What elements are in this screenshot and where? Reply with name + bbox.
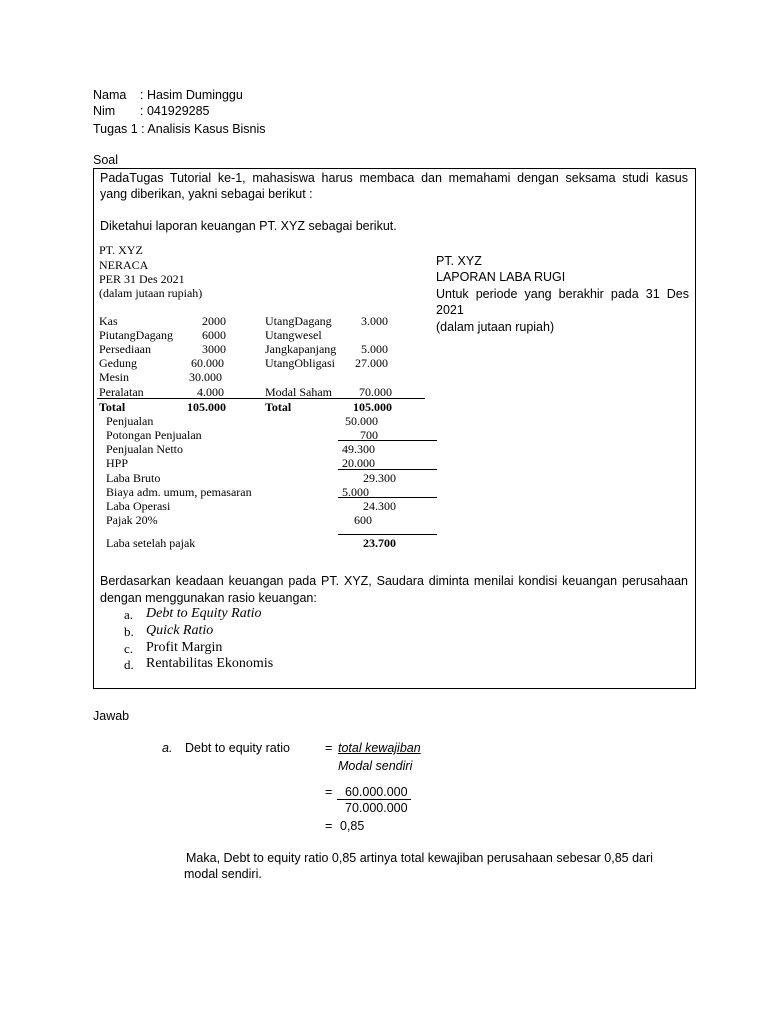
lr-company: PT. XYZ — [436, 254, 482, 268]
asset-value: 30.000 — [189, 370, 222, 384]
liability-name: UtangObligasi — [265, 356, 335, 370]
equals-sign: = — [325, 741, 333, 755]
lr-period-line-1: Untuk periode yang berakhir pada 31 Des — [436, 287, 689, 301]
answer-marker: a. — [162, 741, 173, 755]
lr-row-name: Laba Bruto — [106, 471, 161, 485]
item-marker: a. — [124, 607, 134, 622]
asset-value: 6000 — [202, 328, 226, 342]
question-line-1: Berdasarkan keadaan keuangan pada PT. XYZ, Saudara diminta menilai kondisi keuangan perusahaan — [100, 574, 688, 588]
item-rentabilitas: Rentabilitas Ekonomis — [146, 656, 274, 671]
lr-row-value: 49.300 — [342, 442, 375, 456]
result-value: 0,85 — [340, 819, 365, 833]
lr-row-value: 5.000 — [342, 485, 369, 499]
neraca-period: PER 31 Des 2021 — [99, 272, 185, 286]
lr-row-name: HPP — [106, 456, 129, 470]
lr-unit: (dalam jutaan rupiah) — [436, 320, 555, 334]
lr-row-value: 50.000 — [345, 414, 378, 428]
neraca-unit: (dalam jutaan rupiah) — [99, 286, 203, 300]
lr-divider — [338, 534, 437, 535]
intro-line-2: yang diberikan, yakni sebagai berikut : — [100, 187, 313, 201]
asset-value: 4.000 — [197, 385, 224, 399]
neraca-total-label-left: Total — [99, 400, 126, 414]
lr-row-name: Biaya adm. umum, pemasaran — [106, 485, 252, 499]
asset-value: 2000 — [202, 314, 226, 328]
lr-row-value: 23.700 — [363, 536, 396, 550]
conclusion-line-2: modal sendiri. — [184, 867, 262, 881]
asset-name: Peralatan — [99, 385, 144, 399]
equals-sign: = — [325, 785, 333, 799]
answer-title: Debt to equity ratio — [185, 741, 290, 755]
equals-sign: = — [325, 819, 333, 833]
item-marker: b. — [124, 624, 134, 639]
neraca-total-divider — [97, 398, 425, 399]
neraca-title: NERACA — [99, 258, 149, 272]
lr-row-name: Penjualan Netto — [106, 442, 183, 456]
neraca-total-label-right: Total — [265, 400, 292, 414]
asset-name: PiutangDagang — [99, 328, 173, 342]
name-label: Nama — [93, 88, 127, 102]
neraca-total-value-right: 105.000 — [353, 400, 392, 414]
item-debt-to-equity: Debt to Equity Ratio — [146, 606, 262, 621]
lr-row-name: Potongan Penjualan — [106, 428, 202, 442]
neraca-total-value-left: 105.000 — [187, 400, 226, 414]
asset-value: 3000 — [202, 342, 226, 356]
liability-name: Modal Saham — [265, 385, 332, 399]
jawab-label: Jawab — [93, 709, 130, 723]
lr-period-line-2: 2021 — [436, 303, 464, 317]
nim-label: Nim — [93, 104, 116, 118]
liability-value: 27.000 — [355, 356, 388, 370]
lr-row-value: 600 — [354, 513, 372, 527]
lr-row-name: Pajak 20% — [106, 513, 158, 527]
item-profit-margin: Profit Margin — [146, 640, 223, 655]
lr-row-name: Laba setelah pajak — [106, 536, 196, 550]
liability-value: 3.000 — [361, 314, 388, 328]
asset-name: Gedung — [99, 356, 137, 370]
lr-divider — [338, 497, 437, 498]
intro-line-1: PadaTugas Tutorial ke-1, mahasiswa harus membaca dan memahami dengan seksama studi kasus — [100, 171, 688, 185]
liability-name: Utangwesel — [265, 328, 322, 342]
asset-name: Kas — [99, 314, 118, 328]
lr-row-value: 24.300 — [363, 499, 396, 513]
item-marker: c. — [124, 641, 134, 656]
lr-row-value: 20.000 — [342, 456, 375, 470]
assignment-title: Tugas 1 : Analisis Kasus Bisnis — [93, 122, 266, 136]
conclusion-line-1: Maka, Debt to equity ratio 0,85 artinya total kewajiban perusahaan sebesar 0,85 dari — [186, 851, 653, 865]
lr-row-value: 29.300 — [363, 471, 396, 485]
lr-row-value: 700 — [360, 428, 378, 442]
liability-value: 70.000 — [359, 385, 392, 399]
item-quick-ratio: Quick Ratio — [146, 623, 214, 638]
fraction-bar — [337, 799, 411, 800]
lr-divider — [338, 440, 437, 441]
soal-label: Soal — [93, 153, 119, 167]
asset-name: Mesin — [99, 370, 129, 384]
diketahui-text: Diketahui laporan keuangan PT. XYZ sebagai berikut. — [100, 219, 397, 233]
name-value: : Hasim Duminggu — [140, 88, 243, 102]
lr-row-name: Penjualan — [106, 414, 154, 428]
asset-name: Persediaan — [99, 342, 151, 356]
item-marker: d. — [124, 657, 134, 672]
numerator-label: total kewajiban — [338, 741, 421, 755]
denominator-value: 70.000.000 — [345, 801, 408, 815]
asset-value: 60.000 — [191, 356, 224, 370]
liability-name: UtangDagang — [265, 314, 332, 328]
liability-value: 5.000 — [361, 342, 388, 356]
lr-row-name: Laba Operasi — [106, 499, 171, 513]
lr-title: LAPORAN LABA RUGI — [436, 270, 566, 284]
question-line-2: dengan menggunakan rasio keuangan: — [100, 591, 317, 605]
lr-divider — [338, 469, 437, 470]
nim-value: : 041929285 — [140, 104, 210, 118]
neraca-company: PT. XYZ — [99, 243, 143, 257]
liability-name: Jangkapanjang — [265, 342, 337, 356]
numerator-value: 60.000.000 — [345, 785, 408, 799]
denominator-label: Modal sendiri — [338, 759, 413, 773]
